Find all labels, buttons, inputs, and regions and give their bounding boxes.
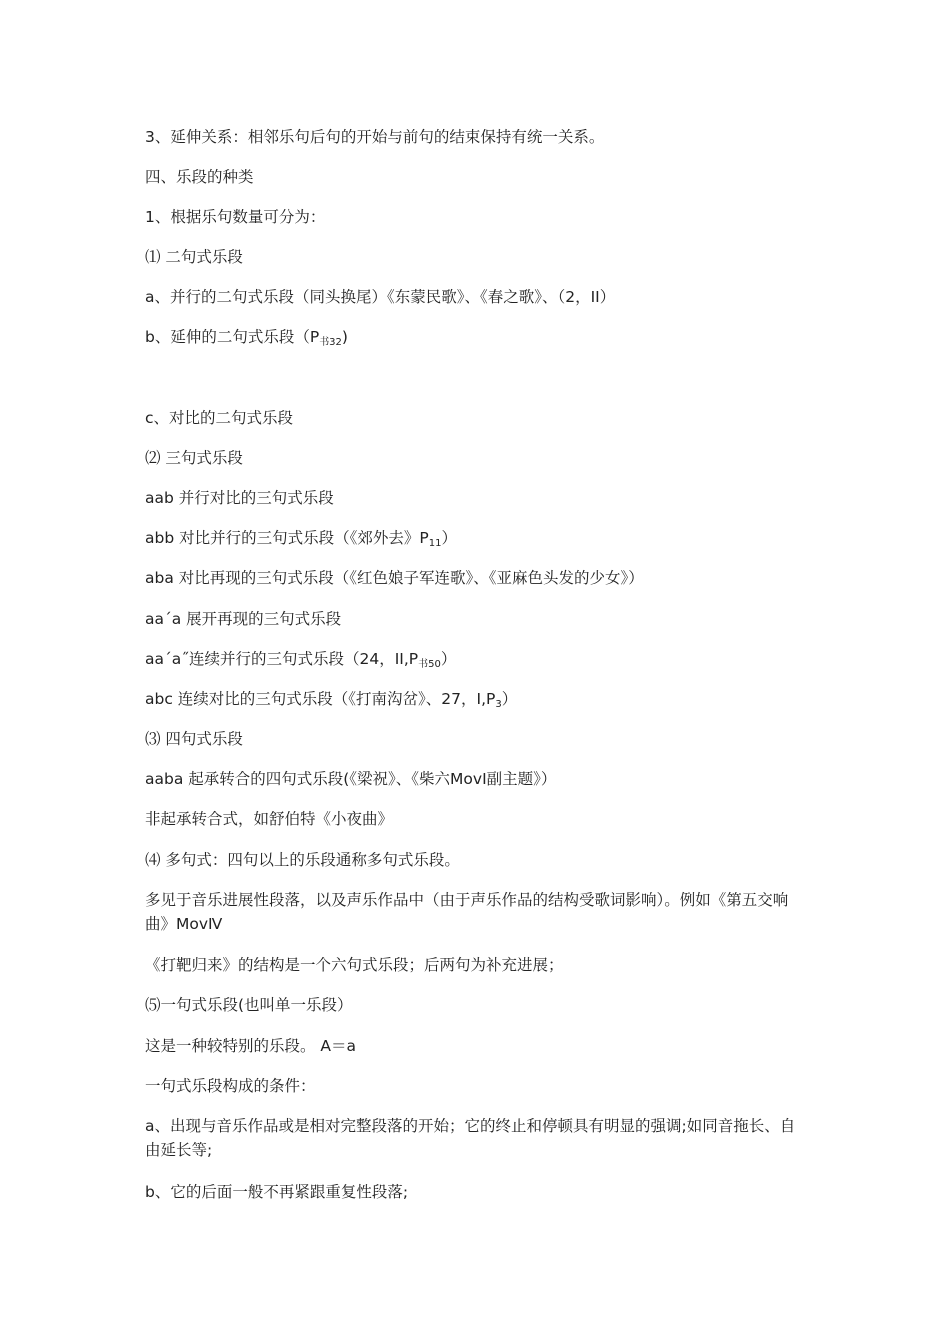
text-segment: abc 连续对比的三句式乐段（《打南沟岔》、27，I,P xyxy=(145,690,496,708)
item-parallel-two-phrase: a、并行的二句式乐段（同头换尾）《东蒙民歌》、《春之歌》、（2，II） xyxy=(145,288,616,306)
item-contrast-two-phrase: c、对比的二句式乐段 xyxy=(145,409,294,427)
heading-four-phrase: ⑶ 四句式乐段 xyxy=(145,730,243,748)
heading-one-phrase: ⑸一句式乐段(也叫单一乐段） xyxy=(145,996,353,1014)
heading-section-four: 四、乐段的种类 xyxy=(145,168,254,186)
item-abb xyxy=(145,527,805,555)
item-abc xyxy=(145,688,805,716)
subscript: 11 xyxy=(428,538,442,549)
heading-two-phrase: ⑴ 二句式乐段 xyxy=(145,248,243,266)
paragraph-special-period: 这是一种较特别的乐段。 A＝a xyxy=(145,1037,357,1055)
text-segment: aa´a˝连续并行的三句式乐段（24，II,P xyxy=(145,650,419,668)
item-condition-a: a、出现与音乐作品或是相对完整段落的开始；它的终止和停顿具有明显的强调;如同音拖长、自由延长等; xyxy=(145,1117,796,1159)
paragraph-conditions: 一句式乐段构成的条件： xyxy=(145,1077,316,1095)
text-segment: ） xyxy=(440,650,457,668)
text-segment: ） xyxy=(441,529,457,547)
text-segment: abb 对比并行的三句式乐段（《郊外去》P xyxy=(145,529,429,547)
item-non-qichengzhuanhe: 非起承转合式，如舒伯特《小夜曲》 xyxy=(145,810,394,828)
subscript: 3 xyxy=(495,699,502,710)
text-segment: ） xyxy=(501,690,518,708)
text-segment: b、延伸的二句式乐段（P xyxy=(145,328,320,346)
heading-multi-phrase: ⑷ 多句式：四句以上的乐段通称多句式乐段。 xyxy=(145,851,460,869)
text-segment: ) xyxy=(341,328,348,346)
item-extended-two-phrase xyxy=(145,326,805,354)
item-condition-b: b、它的后面一般不再紧跟重复性段落; xyxy=(145,1183,409,1201)
item-aa-prime-a-double-prime xyxy=(145,648,805,676)
item-aba: aba 对比再现的三句式乐段（《红色娘子军连歌》、《亚麻色头发的少女》） xyxy=(145,569,644,587)
item-aa-prime-a: aa´a 展开再现的三句式乐段 xyxy=(145,610,342,628)
paragraph-multi-phrase-usage: 多见于音乐进展性段落，以及声乐作品中（由于声乐作品的结构受歌词影响）。例如《第五交响曲》MovⅣ xyxy=(145,891,789,933)
paragraph-dabaguilai: 《打靶归来》的结构是一个六句式乐段；后两句为补充进展； xyxy=(145,956,564,974)
heading-three-phrase: ⑵ 三句式乐段 xyxy=(145,449,243,467)
item-aab: aab 并行对比的三句式乐段 xyxy=(145,489,334,507)
subscript: 书32 xyxy=(319,337,342,348)
paragraph-extension-relation: 3、延伸关系：相邻乐句后句的开始与前句的结束保持有统一关系。 xyxy=(145,128,605,146)
paragraph-by-phrase-count: 1、根据乐句数量可分为： xyxy=(145,208,326,226)
item-aaba: aaba 起承转合的四句式乐段(《梁祝》、《柴六MovI副主题》） xyxy=(145,770,557,788)
subscript: 书50 xyxy=(418,659,441,670)
